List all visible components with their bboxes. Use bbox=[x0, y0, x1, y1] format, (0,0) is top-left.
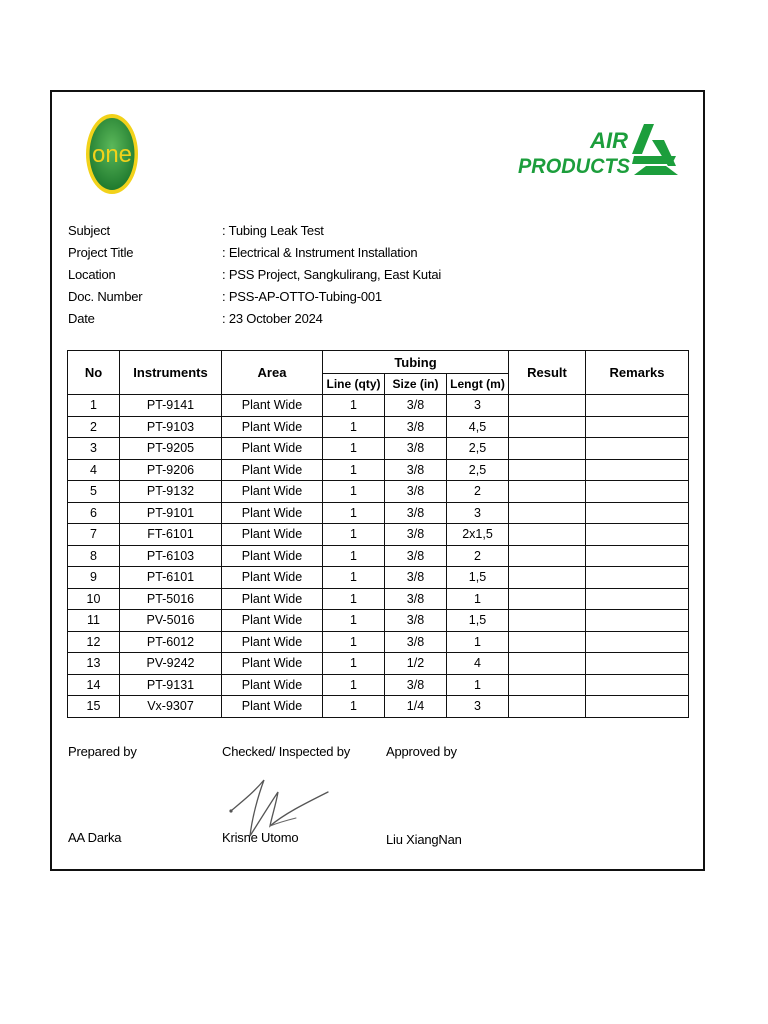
cell-area: Plant Wide bbox=[222, 395, 323, 417]
cell-length: 2x1,5 bbox=[447, 524, 509, 546]
cell-no: 8 bbox=[68, 545, 120, 567]
cell-result bbox=[509, 674, 586, 696]
tubing-leak-test-table bbox=[67, 350, 689, 718]
cell-line-qty: 1 bbox=[323, 567, 385, 589]
approved-by-name: Liu XiangNan bbox=[386, 832, 462, 847]
cell-instrument: FT-6101 bbox=[120, 524, 222, 546]
cell-no: 1 bbox=[68, 395, 120, 417]
cell-result bbox=[509, 438, 586, 460]
cell-length: 1 bbox=[447, 674, 509, 696]
cell-remarks bbox=[586, 459, 689, 481]
cell-instrument: PT-6101 bbox=[120, 567, 222, 589]
cell-result bbox=[509, 588, 586, 610]
cell-result bbox=[509, 653, 586, 675]
info-label: Project Title bbox=[68, 245, 134, 260]
cell-instrument: PT-9101 bbox=[120, 502, 222, 524]
cell-no: 15 bbox=[68, 696, 120, 718]
cell-length: 2 bbox=[447, 545, 509, 567]
cell-area: Plant Wide bbox=[222, 459, 323, 481]
cell-line-qty: 1 bbox=[323, 631, 385, 653]
table-row bbox=[68, 481, 689, 503]
cell-remarks bbox=[586, 545, 689, 567]
table-row bbox=[68, 631, 689, 653]
cell-no: 5 bbox=[68, 481, 120, 503]
cell-area: Plant Wide bbox=[222, 588, 323, 610]
cell-instrument: PT-9205 bbox=[120, 438, 222, 460]
cell-length: 1 bbox=[447, 588, 509, 610]
table-row bbox=[68, 395, 689, 417]
cell-no: 12 bbox=[68, 631, 120, 653]
cell-no: 13 bbox=[68, 653, 120, 675]
cell-length: 3 bbox=[447, 395, 509, 417]
cell-area: Plant Wide bbox=[222, 502, 323, 524]
cell-size: 3/8 bbox=[385, 567, 447, 589]
cell-size: 3/8 bbox=[385, 459, 447, 481]
table-row bbox=[68, 610, 689, 632]
cell-instrument: PT-9131 bbox=[120, 674, 222, 696]
cell-line-qty: 1 bbox=[323, 653, 385, 675]
cell-area: Plant Wide bbox=[222, 674, 323, 696]
checked-by-label: Checked/ Inspected by bbox=[222, 744, 351, 759]
air-products-logo bbox=[516, 120, 682, 182]
cell-remarks bbox=[586, 696, 689, 718]
cell-size: 3/8 bbox=[385, 502, 447, 524]
cell-length: 1,5 bbox=[447, 610, 509, 632]
cell-instrument: PT-9206 bbox=[120, 459, 222, 481]
cell-size: 3/8 bbox=[385, 631, 447, 653]
cell-remarks bbox=[586, 653, 689, 675]
header-size: Size (in) bbox=[385, 374, 447, 395]
cell-result bbox=[509, 524, 586, 546]
table-row bbox=[68, 502, 689, 524]
cell-result bbox=[509, 696, 586, 718]
info-value: : 23 October 2024 bbox=[222, 311, 323, 326]
cell-area: Plant Wide bbox=[222, 631, 323, 653]
cell-remarks bbox=[586, 567, 689, 589]
cell-remarks bbox=[586, 631, 689, 653]
cell-length: 4 bbox=[447, 653, 509, 675]
cell-size: 1/2 bbox=[385, 653, 447, 675]
cell-result bbox=[509, 395, 586, 417]
cell-size: 3/8 bbox=[385, 524, 447, 546]
cell-size: 3/8 bbox=[385, 610, 447, 632]
cell-area: Plant Wide bbox=[222, 416, 323, 438]
header-result: Result bbox=[509, 351, 586, 395]
header-area: Area bbox=[222, 351, 323, 395]
cell-result bbox=[509, 481, 586, 503]
info-label: Location bbox=[68, 267, 116, 282]
cell-no: 10 bbox=[68, 588, 120, 610]
info-value: : Electrical & Instrument Installation bbox=[222, 245, 418, 260]
cell-size: 3/8 bbox=[385, 481, 447, 503]
cell-no: 3 bbox=[68, 438, 120, 460]
info-label: Subject bbox=[68, 223, 110, 238]
table-row bbox=[68, 696, 689, 718]
header-remarks: Remarks bbox=[586, 351, 689, 395]
cell-result bbox=[509, 567, 586, 589]
table-row bbox=[68, 545, 689, 567]
cell-line-qty: 1 bbox=[323, 459, 385, 481]
header-instruments: Instruments bbox=[120, 351, 222, 395]
cell-line-qty: 1 bbox=[323, 696, 385, 718]
cell-size: 3/8 bbox=[385, 416, 447, 438]
cell-size: 3/8 bbox=[385, 545, 447, 567]
header-no: No bbox=[68, 351, 120, 395]
cell-length: 2,5 bbox=[447, 438, 509, 460]
one-logo bbox=[84, 112, 140, 196]
cell-length: 2,5 bbox=[447, 459, 509, 481]
cell-area: Plant Wide bbox=[222, 545, 323, 567]
cell-line-qty: 1 bbox=[323, 416, 385, 438]
air-products-triangle-icon bbox=[632, 124, 678, 175]
cell-result bbox=[509, 459, 586, 481]
cell-line-qty: 1 bbox=[323, 481, 385, 503]
cell-length: 3 bbox=[447, 696, 509, 718]
table-row bbox=[68, 674, 689, 696]
cell-instrument: PV-9242 bbox=[120, 653, 222, 675]
info-value: : Tubing Leak Test bbox=[222, 223, 324, 238]
info-value: : PSS-AP-OTTO-Tubing-001 bbox=[222, 289, 382, 304]
cell-result bbox=[509, 631, 586, 653]
cell-area: Plant Wide bbox=[222, 610, 323, 632]
cell-remarks bbox=[586, 524, 689, 546]
checked-by-name: Krisne Utomo bbox=[222, 830, 299, 845]
cell-line-qty: 1 bbox=[323, 438, 385, 460]
cell-area: Plant Wide bbox=[222, 696, 323, 718]
cell-remarks bbox=[586, 438, 689, 460]
cell-line-qty: 1 bbox=[323, 588, 385, 610]
cell-no: 4 bbox=[68, 459, 120, 481]
cell-instrument: PT-6012 bbox=[120, 631, 222, 653]
table-row bbox=[68, 416, 689, 438]
cell-length: 3 bbox=[447, 502, 509, 524]
cell-size: 3/8 bbox=[385, 395, 447, 417]
cell-remarks bbox=[586, 481, 689, 503]
prepared-by-name: AA Darka bbox=[68, 830, 122, 845]
cell-remarks bbox=[586, 395, 689, 417]
cell-remarks bbox=[586, 610, 689, 632]
info-label: Date bbox=[68, 311, 95, 326]
cell-size: 3/8 bbox=[385, 438, 447, 460]
cell-instrument: PT-5016 bbox=[120, 588, 222, 610]
cell-line-qty: 1 bbox=[323, 524, 385, 546]
cell-size: 3/8 bbox=[385, 588, 447, 610]
cell-line-qty: 1 bbox=[323, 502, 385, 524]
one-logo-text: one bbox=[91, 141, 133, 168]
cell-no: 7 bbox=[68, 524, 120, 546]
air-products-logo-line1: AIR bbox=[590, 128, 628, 153]
cell-area: Plant Wide bbox=[222, 653, 323, 675]
table-row bbox=[68, 524, 689, 546]
cell-size: 3/8 bbox=[385, 674, 447, 696]
cell-length: 2 bbox=[447, 481, 509, 503]
cell-line-qty: 1 bbox=[323, 395, 385, 417]
header-tubing: Tubing bbox=[323, 351, 509, 374]
cell-result bbox=[509, 610, 586, 632]
cell-instrument: Vx-9307 bbox=[120, 696, 222, 718]
cell-area: Plant Wide bbox=[222, 567, 323, 589]
cell-area: Plant Wide bbox=[222, 438, 323, 460]
cell-instrument: PT-6103 bbox=[120, 545, 222, 567]
cell-no: 9 bbox=[68, 567, 120, 589]
cell-instrument: PT-9103 bbox=[120, 416, 222, 438]
cell-result bbox=[509, 545, 586, 567]
cell-length: 1 bbox=[447, 631, 509, 653]
cell-length: 4,5 bbox=[447, 416, 509, 438]
cell-line-qty: 1 bbox=[323, 674, 385, 696]
cell-remarks bbox=[586, 588, 689, 610]
table-row bbox=[68, 438, 689, 460]
cell-no: 2 bbox=[68, 416, 120, 438]
info-label: Doc. Number bbox=[68, 289, 143, 304]
cell-instrument: PT-9132 bbox=[120, 481, 222, 503]
cell-area: Plant Wide bbox=[222, 481, 323, 503]
table-row bbox=[68, 567, 689, 589]
cell-size: 1/4 bbox=[385, 696, 447, 718]
prepared-by-label: Prepared by bbox=[68, 744, 137, 759]
approved-by-label: Approved by bbox=[386, 744, 457, 759]
cell-no: 14 bbox=[68, 674, 120, 696]
cell-instrument: PV-5016 bbox=[120, 610, 222, 632]
cell-instrument: PT-9141 bbox=[120, 395, 222, 417]
cell-result bbox=[509, 416, 586, 438]
cell-length: 1,5 bbox=[447, 567, 509, 589]
cell-no: 6 bbox=[68, 502, 120, 524]
cell-area: Plant Wide bbox=[222, 524, 323, 546]
cell-line-qty: 1 bbox=[323, 545, 385, 567]
air-products-logo-line2: PRODUCTS bbox=[518, 155, 630, 178]
cell-line-qty: 1 bbox=[323, 610, 385, 632]
cell-remarks bbox=[586, 674, 689, 696]
header-length: Lengt (m) bbox=[447, 374, 509, 395]
cell-remarks bbox=[586, 416, 689, 438]
cell-result bbox=[509, 502, 586, 524]
cell-no: 11 bbox=[68, 610, 120, 632]
table-row bbox=[68, 459, 689, 481]
header-line-qty: Line (qty) bbox=[323, 374, 385, 395]
cell-remarks bbox=[586, 502, 689, 524]
table-row bbox=[68, 588, 689, 610]
info-value: : PSS Project, Sangkulirang, East Kutai bbox=[222, 267, 442, 282]
table-row bbox=[68, 653, 689, 675]
